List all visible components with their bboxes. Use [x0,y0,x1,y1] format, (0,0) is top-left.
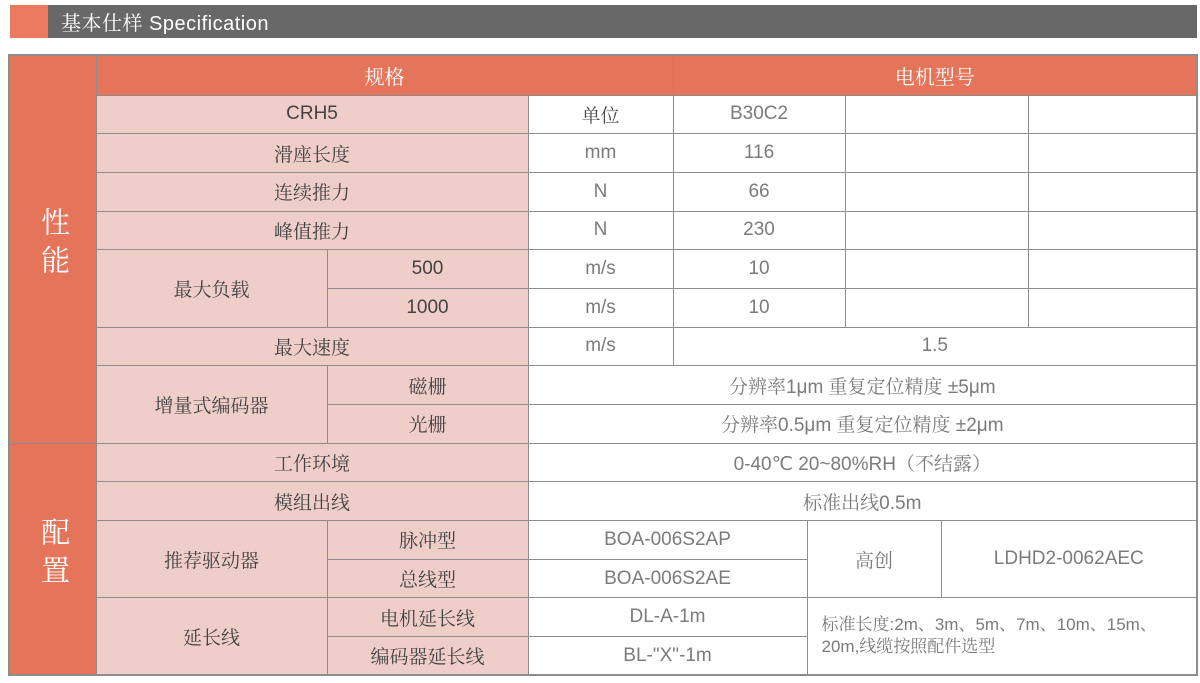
cell-load-1000-v1: 10 [673,288,845,327]
cell-driver-brand: 高创 [807,521,941,598]
cell-speed-value: 1.5 [673,327,1197,366]
specification-table [8,54,1198,676]
sidebar-configuration: 配置 [9,443,96,675]
cell-driver-brand-model: LDHD2-0062AEC [941,521,1197,598]
empty-cell [845,211,1028,250]
cell-driver-label: 推荐驱动器 [96,521,327,598]
cell-load-1000-unit: m/s [528,288,673,327]
cell-ext-encoder-label: 编码器延长线 [327,637,528,676]
empty-cell [845,95,1028,134]
cell-driver-pulse-value: BOA-006S2AP [528,521,807,560]
row-ext-motor [9,598,1197,637]
empty-cell [845,134,1028,173]
cell-cont-unit: N [528,172,673,211]
section-title: 基本仕样 Specification [48,5,1197,38]
cell-slide-v1: 116 [673,134,845,173]
cell-encoder-magnetic-value: 分辨率1μm 重复定位精度 ±5μm [528,366,1197,405]
spec-page [0,5,1200,683]
cell-cont-label: 连续推力 [96,172,528,211]
sidebar-performance: 性能 [9,55,96,443]
row-model [9,95,1197,134]
cell-load-500-label: 500 [327,250,528,289]
cell-load-1000-label: 1000 [327,288,528,327]
cell-model-v1: B30C2 [673,95,845,134]
row-slide-length [9,134,1197,173]
cell-ext-label: 延长线 [96,598,327,675]
empty-cell [1028,172,1197,211]
cell-ext-encoder-value: BL-"X"-1m [528,637,807,676]
cell-cable-label: 模组出线 [96,482,528,521]
empty-cell [1028,250,1197,289]
col-header-spec: 规格 [96,55,673,95]
cell-peak-unit: N [528,211,673,250]
cell-driver-bus-label: 总线型 [327,559,528,598]
cell-cont-v1: 66 [673,172,845,211]
cell-ext-motor-label: 电机延长线 [327,598,528,637]
row-work-environment [9,443,1197,482]
empty-cell [845,250,1028,289]
accent-square-icon [10,5,48,38]
cell-speed-unit: m/s [528,327,673,366]
cell-encoder-label: 增量式编码器 [96,366,327,443]
empty-cell [1028,95,1197,134]
empty-cell [1028,134,1197,173]
row-peak-thrust [9,211,1197,250]
empty-cell [1028,288,1197,327]
table-header-row [9,55,1197,95]
cell-driver-pulse-label: 脉冲型 [327,521,528,560]
cell-load-label: 最大负载 [96,250,327,327]
cell-slide-label: 滑座长度 [96,134,528,173]
empty-cell [1028,211,1197,250]
cell-env-label: 工作环境 [96,443,528,482]
section-title-bar [10,5,1197,38]
cell-driver-bus-value: BOA-006S2AE [528,559,807,598]
cell-slide-unit: mm [528,134,673,173]
cell-load-500-unit: m/s [528,250,673,289]
cell-peak-label: 峰值推力 [96,211,528,250]
col-header-motor-model: 电机型号 [673,55,1197,95]
row-max-speed [9,327,1197,366]
cell-ext-motor-value: DL-A-1m [528,598,807,637]
empty-cell [845,172,1028,211]
cell-encoder-magnetic-label: 磁栅 [327,366,528,405]
cell-model-label: CRH5 [96,95,528,134]
row-encoder-magnetic [9,366,1197,405]
cell-cable-value: 标准出线0.5m [528,482,1197,521]
row-max-load-500 [9,250,1197,289]
cell-unit-header: 单位 [528,95,673,134]
cell-ext-note: 标准长度:2m、3m、5m、7m、10m、15m、20m,线缆按照配件选型 [807,598,1197,675]
cell-encoder-optical-label: 光栅 [327,405,528,444]
row-driver-pulse [9,521,1197,560]
cell-env-value: 0-40℃ 20~80%RH（不结露） [528,443,1197,482]
row-continuous-thrust [9,172,1197,211]
row-module-cable [9,482,1197,521]
cell-load-500-v1: 10 [673,250,845,289]
cell-speed-label: 最大速度 [96,327,528,366]
empty-cell [845,288,1028,327]
cell-peak-v1: 230 [673,211,845,250]
cell-encoder-optical-value: 分辨率0.5μm 重复定位精度 ±2μm [528,405,1197,444]
